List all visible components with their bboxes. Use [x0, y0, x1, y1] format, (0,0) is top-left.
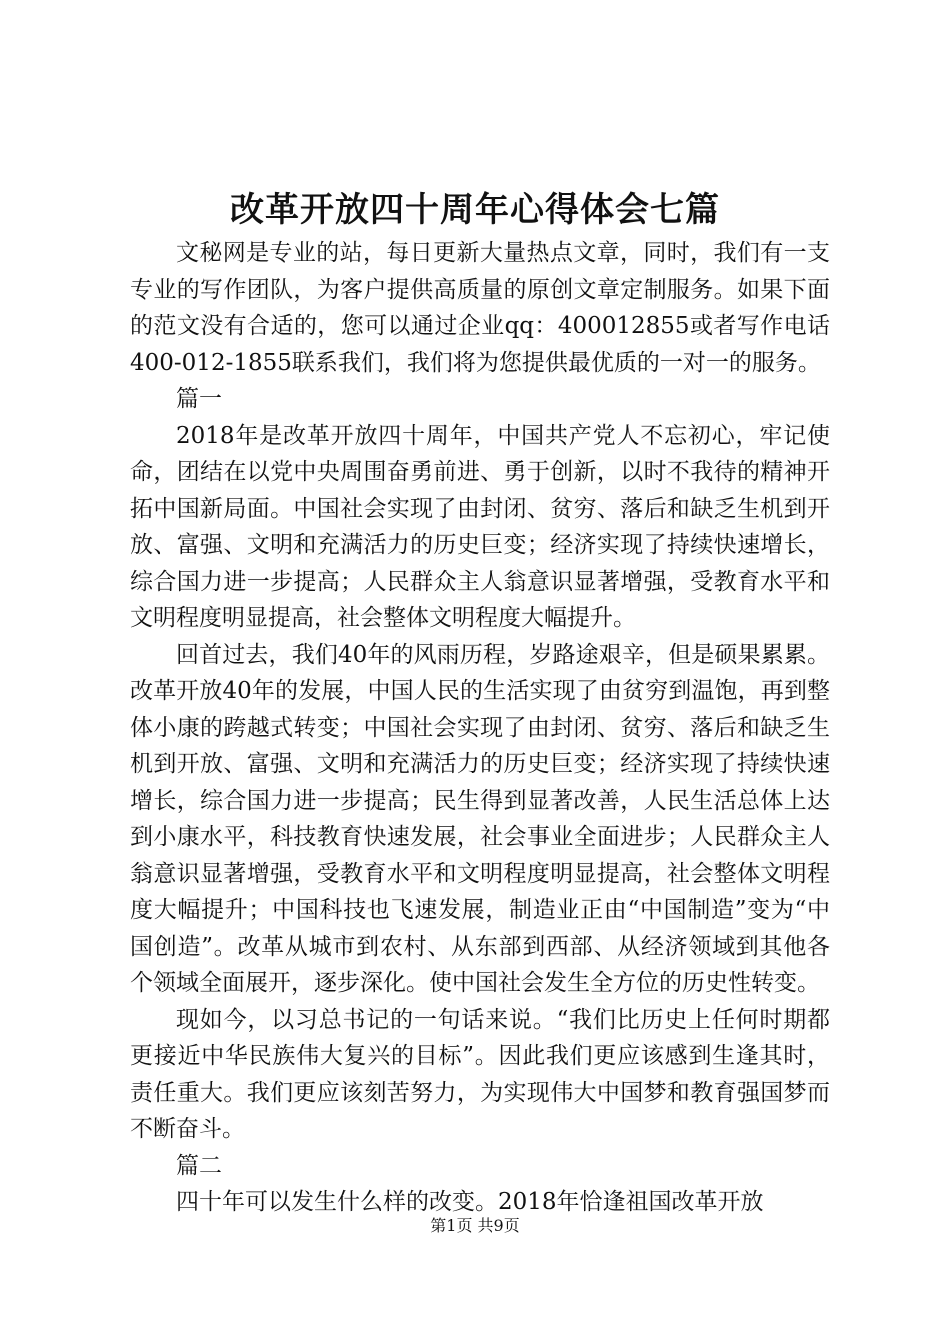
- body-paragraph: 回首过去，我们40年的风雨历程，岁路途艰辛，但是硕果累累。改革开放40年的发展，中国人民的生活实现了由贫穷到温饱，再到整体小康的跨越式转变；中国社会实现了由封闭、贫穷、落后和缺乏生机到开放、富强、文明和充满活力的历史巨变；经济实现了持续快速增长，综合国力进一步提高；民生得到显著改善，人民生活总体上达到小康水平，科技教育快速发展，社会事业全面进步；人民群众主人翁意识显著增强，受教育水平和文明程度明显提高，社会整体文明程度大幅提升；中国科技也飞速发展，制造业正由“中国制造”变为“中国创造”。改革从城市到农村、从东部到西部、从经济领域到其他各个领域全面展开，逐步深化。使中国社会发生全方位的历史性转变。: [130, 641, 830, 996]
- body-paragraph: 四十年可以发生什么样的改变。2018年恰逢祖国改革开放: [176, 1189, 764, 1215]
- body-paragraph: 2018年是改革开放四十周年，中国共产党人不忘初心，牢记使命，团结在以党中央周围奋勇前进、勇于创新，以时不我待的精神开拓中国新局面。中国社会实现了由封闭、贫穷、落后和缺乏生机到开放、富强、文明和充满活力的历史巨变；经济实现了持续快速增长，综合国力进一步提高；人民群众主人翁意识显著增强，受教育水平和文明程度明显提高，社会整体文明程度大幅提升。: [130, 422, 830, 631]
- intro-paragraph: 文秘网是专业的站，每日更新大量热点文章，同时，我们有一支专业的写作团队，为客户提供高质量的原创文章定制服务。如果下面的范文没有合适的，您可以通过企业qq：400012855或者写作电话400-012-1855联系我们，我们将为您提供最优质的一对一的服务。: [130, 240, 830, 376]
- section-heading-2: 篇二: [176, 1152, 222, 1179]
- body-paragraph: 现如今，以习总书记的一句话来说。“我们比历史上任何时期都更接近中华民族伟大复兴的目标”。因此我们更应该感到生逢其时，责任重大。我们更应该刻苦努力，为实现伟大中国梦和教育强国梦而不断奋斗。: [130, 1006, 830, 1142]
- page-number-footer: 第1页 共9页: [430, 1216, 520, 1235]
- document-title: 改革开放四十周年心得体会七篇: [230, 190, 720, 230]
- document-body: [130, 235, 830, 1221]
- section-heading-1: 篇一: [176, 386, 222, 412]
